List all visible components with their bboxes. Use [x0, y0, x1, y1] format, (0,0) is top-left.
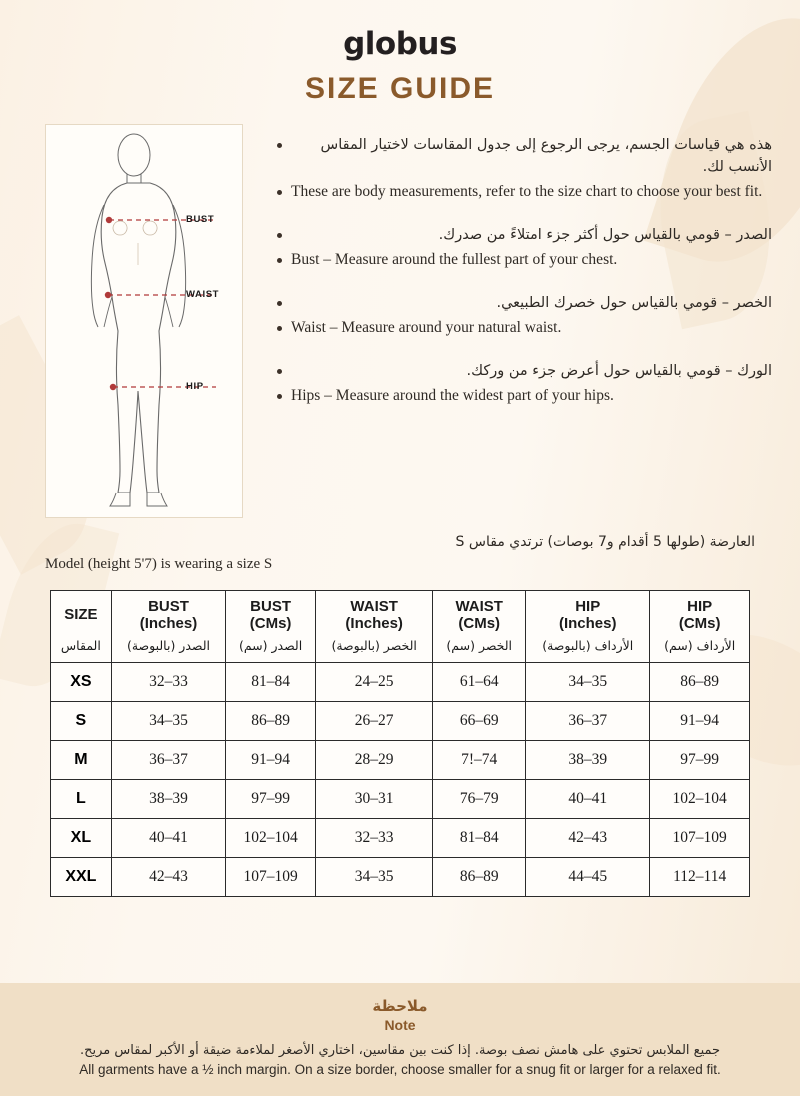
bullet-dot-icon — [277, 301, 282, 306]
table-row — [51, 662, 750, 701]
figure-label-hip: HIP — [186, 381, 204, 392]
note-body-english: All garments have a ½ inch margin. On a size border, choose smaller for a snug fit or larger for a relaxed fit. — [79, 1062, 721, 1078]
cell-bust-cms: 91–94 — [226, 740, 316, 779]
column-header-bust-cms — [226, 590, 316, 635]
cell-bust-inches: 40–41 — [111, 818, 225, 857]
instruction-item — [277, 224, 772, 271]
cell-waist-inches: 32–33 — [315, 818, 432, 857]
table-row — [51, 779, 750, 818]
cell-size: XXL — [51, 857, 112, 896]
cell-waist-inches: 28–29 — [315, 740, 432, 779]
bullet-dot-icon — [277, 258, 282, 263]
bullet-dot-icon — [277, 233, 282, 238]
cell-bust-cms: 97–99 — [226, 779, 316, 818]
female-figure-icon — [46, 125, 242, 517]
cell-bust-cms: 102–104 — [226, 818, 316, 857]
cell-hip-cms: 102–104 — [650, 779, 750, 818]
cell-waist-cms: 76–79 — [433, 779, 526, 818]
cell-size: L — [51, 779, 112, 818]
cell-size: S — [51, 701, 112, 740]
bullet-dot-icon — [277, 369, 282, 374]
column-header-ar-waist-cms: الخصر (سم) — [433, 635, 526, 662]
table-row — [51, 857, 750, 896]
column-header-ar-bust-cms: الصدر (سم) — [226, 635, 316, 662]
cell-bust-inches: 32–33 — [111, 662, 225, 701]
cell-bust-cms: 81–84 — [226, 662, 316, 701]
table-row — [51, 701, 750, 740]
header-line-1: HIP — [575, 597, 601, 615]
instruction-item — [277, 360, 772, 407]
header-line-2: (CMs) — [249, 615, 292, 632]
cell-size: XS — [51, 662, 112, 701]
instruction-english: Waist – Measure around your natural waist. — [291, 318, 562, 336]
instruction-item — [277, 134, 772, 203]
size-chart-table — [50, 590, 750, 897]
column-header-ar-size: المقاس — [51, 635, 112, 662]
cell-waist-inches: 30–31 — [315, 779, 432, 818]
header-line-2: (CMs) — [458, 615, 501, 632]
note-body-arabic: جميع الملابس تحتوي على هامش نصف بوصة. إذا كنت بين مقاسين، اختاري الأصغر لملاءمة ضيقة أو الأكبر لمقاس مريح. — [79, 1042, 721, 1058]
instruction-english: Bust – Measure around the fullest part of your chest. — [291, 250, 618, 268]
top-section — [0, 106, 800, 518]
bullet-dot-icon — [277, 394, 282, 399]
cell-waist-cms: 7!–74 — [433, 740, 526, 779]
bullet-dot-icon — [277, 190, 282, 195]
cell-hip-cms: 86–89 — [650, 662, 750, 701]
model-note-english: Model (height 5'7) is wearing a size S — [45, 556, 273, 572]
cell-hip-cms: 97–99 — [650, 740, 750, 779]
column-header-ar-hip-cms: الأرداف (سم) — [650, 635, 750, 662]
cell-waist-cms: 66–69 — [433, 701, 526, 740]
table-header-row-ar — [51, 635, 750, 662]
bullet-dot-icon — [277, 326, 282, 331]
instruction-arabic: هذه هي قياسات الجسم، يرجى الرجوع إلى جدول المقاسات لاختيار المقاس الأنسب لك. — [320, 137, 772, 176]
instruction-english: These are body measurements, refer to the size chart to choose your best fit. — [291, 182, 763, 200]
cell-waist-cms: 61–64 — [433, 662, 526, 701]
column-header-ar-waist-inches: الخصر (بالبوصة) — [315, 635, 432, 662]
header-line-1: BUST — [148, 597, 189, 615]
model-note-arabic: العارضة (طولها 5 أقدام و7 بوصات) ترتدي مقاس S — [455, 534, 755, 550]
footer-note — [0, 983, 800, 1096]
cell-bust-cms: 86–89 — [226, 701, 316, 740]
header-line-2: (Inches) — [345, 615, 403, 632]
column-header-hip-inches — [526, 590, 650, 635]
cell-hip-inches: 42–43 — [526, 818, 650, 857]
column-header-bust-inches — [111, 590, 225, 635]
header-line-1: BUST — [250, 597, 292, 615]
cell-size: M — [51, 740, 112, 779]
header-line-1: HIP — [687, 597, 713, 615]
cell-hip-inches: 40–41 — [526, 779, 650, 818]
table-row — [51, 740, 750, 779]
page-title: SIZE GUIDE — [304, 72, 496, 105]
cell-size: XL — [51, 818, 112, 857]
size-chart-wrapper — [0, 576, 800, 897]
column-header-ar-bust-inches: الصدر (بالبوصة) — [111, 635, 225, 662]
cell-bust-inches: 38–39 — [111, 779, 225, 818]
cell-bust-inches: 36–37 — [111, 740, 225, 779]
cell-hip-inches: 44–45 — [526, 857, 650, 896]
note-title-english: Note — [384, 1016, 416, 1033]
figure-label-bust: BUST — [186, 214, 215, 225]
cell-hip-inches: 38–39 — [526, 740, 650, 779]
header-line-2: (Inches) — [558, 615, 617, 632]
instruction-arabic: الورك – قومي بالقياس حول أعرض جزء من وركك. — [466, 363, 772, 380]
brand-logo: globus — [343, 26, 457, 62]
header-line-1: WAIST — [350, 597, 398, 615]
cell-waist-cms: 81–84 — [433, 818, 526, 857]
note-title-arabic: ملاحظة — [372, 996, 428, 1015]
page-header — [0, 0, 800, 106]
cell-hip-cms: 112–114 — [650, 857, 750, 896]
table-row — [51, 818, 750, 857]
header-line-1: WAIST — [455, 597, 503, 615]
cell-waist-cms: 86–89 — [433, 857, 526, 896]
cell-bust-cms: 107–109 — [226, 857, 316, 896]
cell-hip-cms: 107–109 — [650, 818, 750, 857]
column-header-waist-cms — [433, 590, 526, 635]
cell-hip-cms: 91–94 — [650, 701, 750, 740]
header-line-2: (Inches) — [139, 615, 198, 632]
instruction-arabic: الصدر – قومي بالقياس حول أكثر جزء امتلاءً من صدرك. — [438, 227, 772, 244]
cell-bust-inches: 42–43 — [111, 857, 225, 896]
body-measurement-figure — [45, 124, 243, 518]
cell-waist-inches: 34–35 — [315, 857, 432, 896]
instruction-item — [277, 292, 772, 339]
cell-waist-inches: 24–25 — [315, 662, 432, 701]
table-header-row-en — [51, 590, 750, 635]
column-header-hip-cms — [650, 590, 750, 635]
instructions-list — [243, 124, 772, 518]
cell-waist-inches: 26–27 — [315, 701, 432, 740]
model-note — [0, 518, 800, 576]
header-line-1: SIZE — [64, 606, 98, 624]
bullet-dot-icon — [277, 143, 282, 148]
figure-label-waist: WAIST — [186, 289, 220, 300]
column-header-ar-hip-inches: الأرداف (بالبوصة) — [526, 635, 650, 662]
column-header-size — [51, 590, 112, 635]
cell-hip-inches: 36–37 — [526, 701, 650, 740]
header-line-2: (CMs) — [678, 615, 721, 632]
instruction-arabic: الخصر – قومي بالقياس حول خصرك الطبيعي. — [496, 295, 772, 312]
cell-bust-inches: 34–35 — [111, 701, 225, 740]
instruction-english: Hips – Measure around the widest part of your hips. — [291, 386, 614, 404]
cell-hip-inches: 34–35 — [526, 662, 650, 701]
column-header-waist-inches — [315, 590, 432, 635]
